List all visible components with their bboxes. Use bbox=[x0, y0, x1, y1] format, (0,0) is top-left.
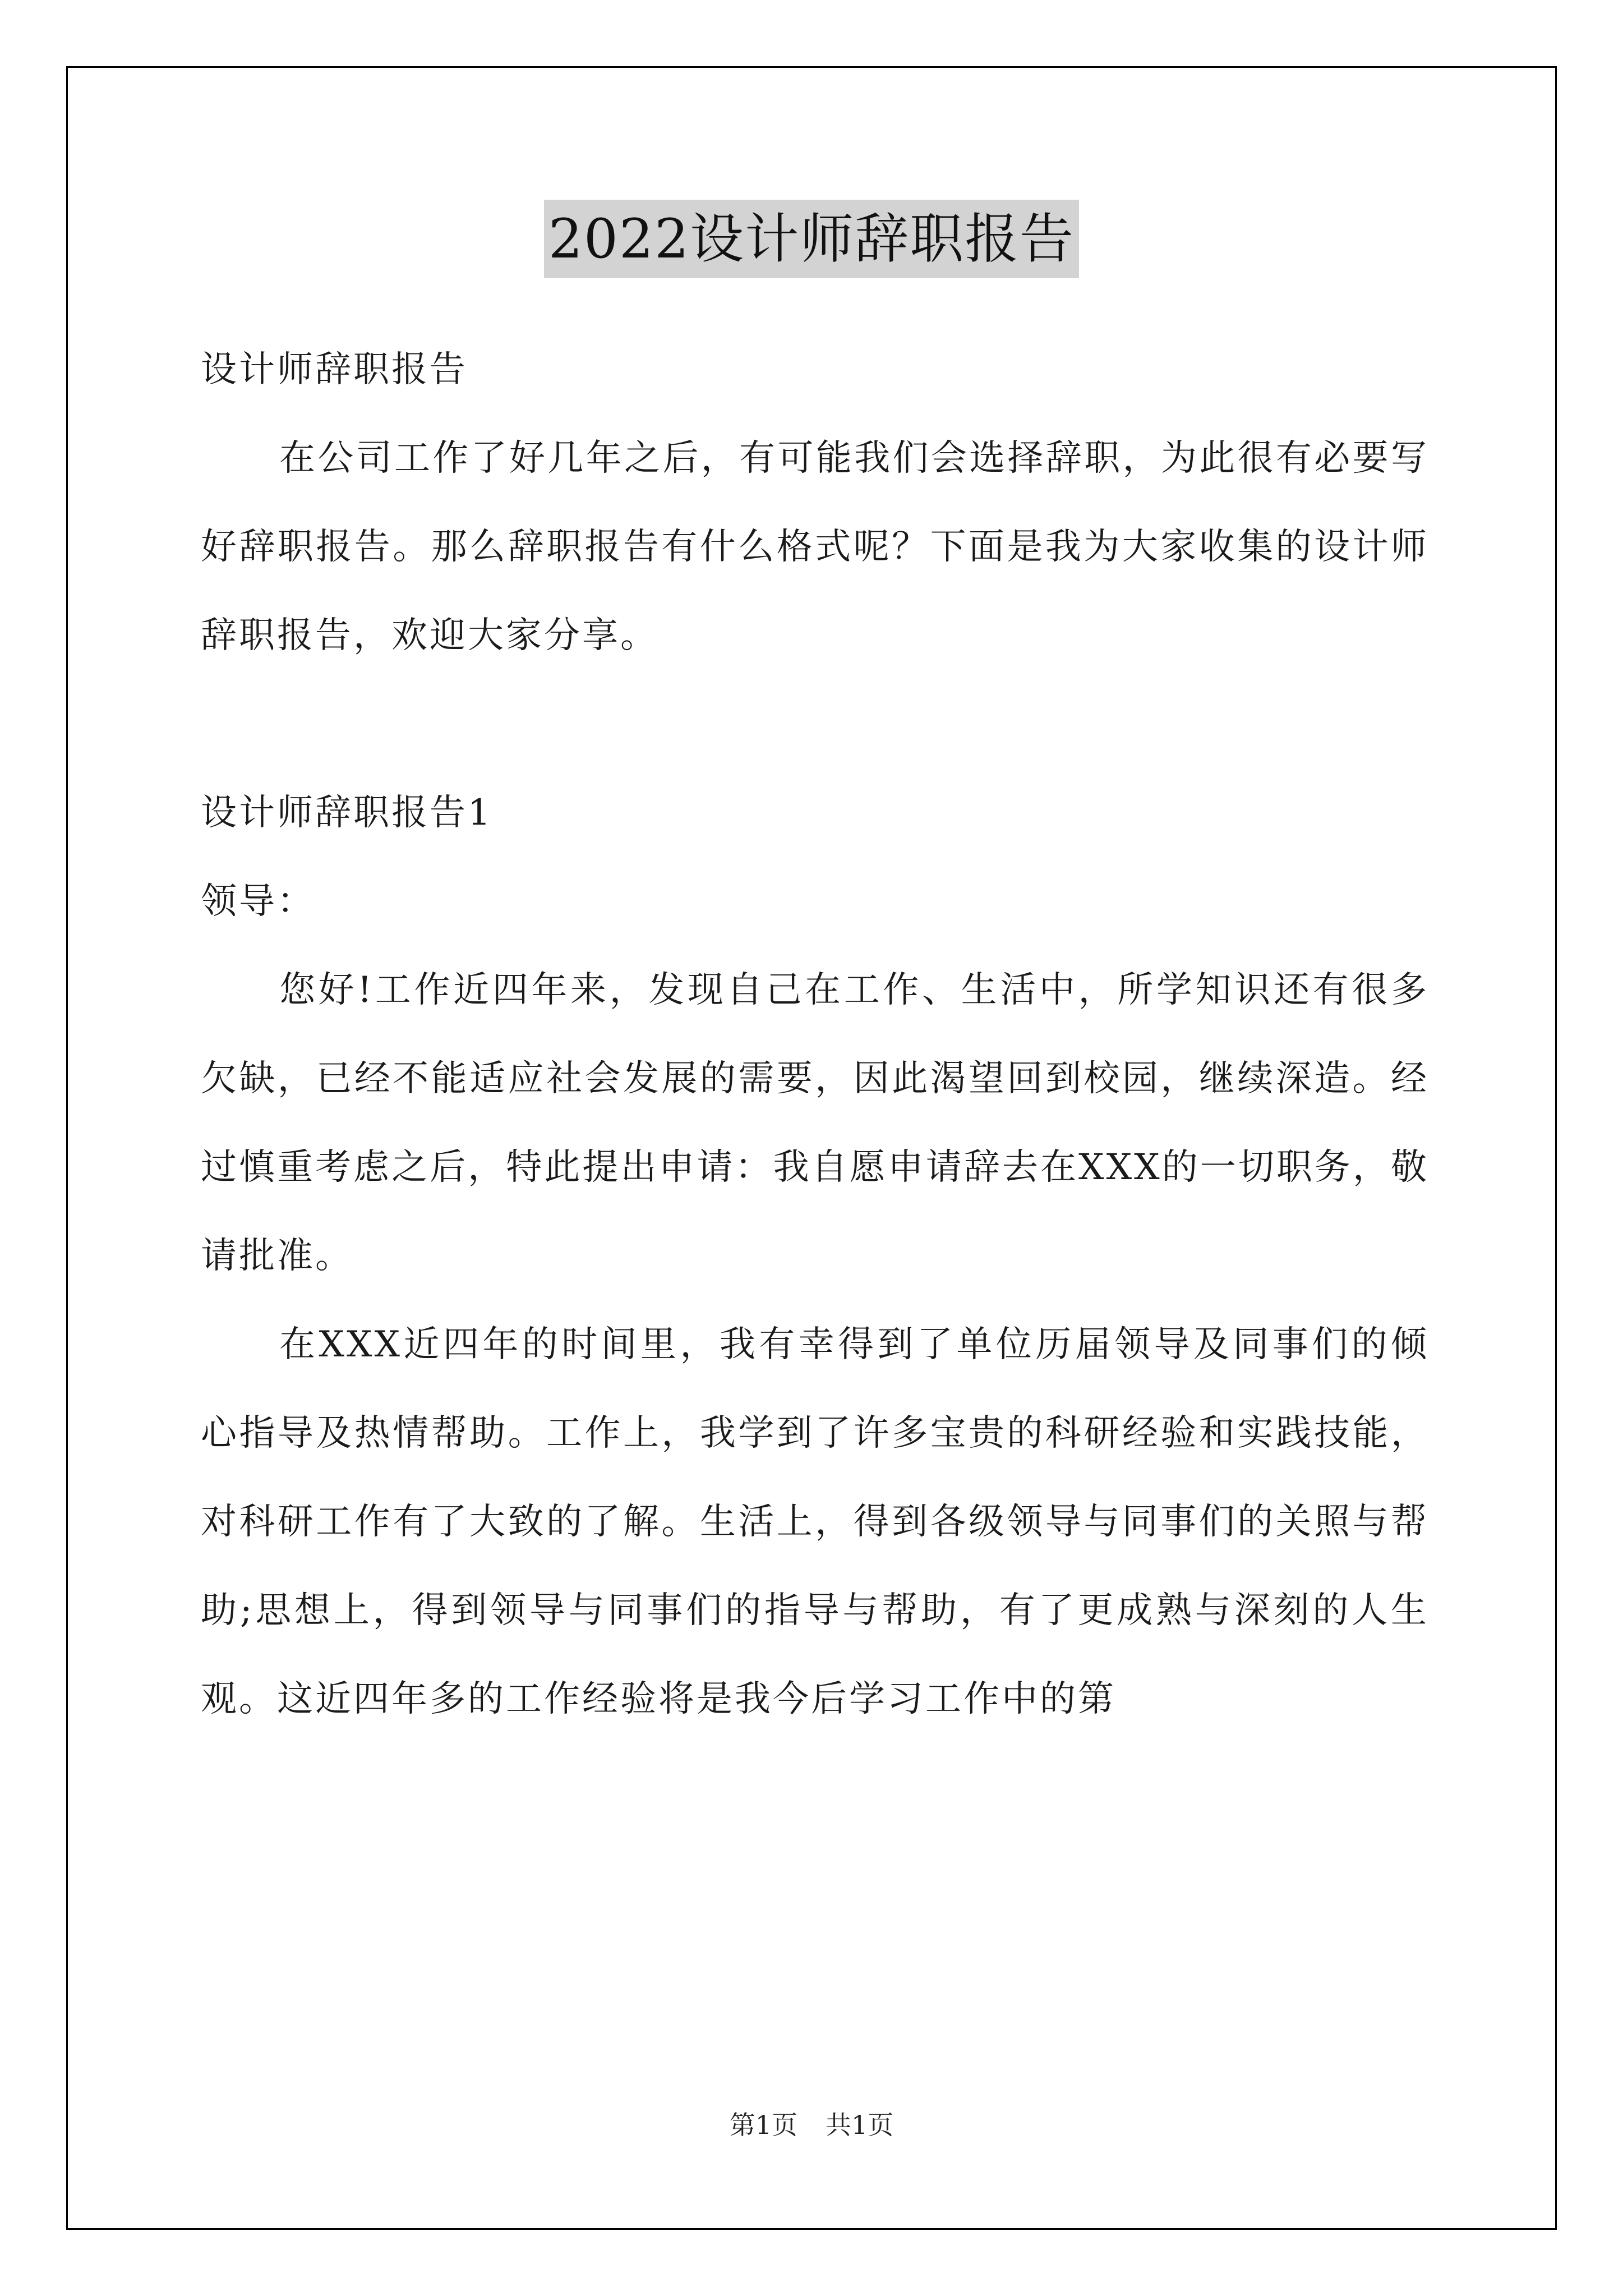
page-footer bbox=[0, 2108, 1623, 2142]
paragraph-body-1: 您好!工作近四年来，发现自己在工作、生活中，所学知识还有很多欠缺，已经不能适应社会发展的需要，因此渴望回到校园，继续深造。经过慎重考虑之后，特此提出申请：我自愿申请辞去在XXX的一切职务，敬请批准。 bbox=[201, 969, 1429, 1277]
title-wrap bbox=[0, 200, 1623, 278]
paragraph-body-2: 在XXX近四年的时间里，我有幸得到了单位历届领导及同事们的倾心指导及热情帮助。工作上，我学到了许多宝贵的科研经验和实践技能，对科研工作有了大致的了解。生活上，得到各级领导与同事们的关照与帮助;思想上，得到领导与同事们的指导与帮助，有了更成熟与深刻的人生观。这近四年多的工作经验将是我今后学习工作中的第 bbox=[201, 1324, 1429, 1720]
paragraph-intro: 在公司工作了好几年之后，有可能我们会选择辞职，为此很有必要写好辞职报告。那么辞职报告有什么格式呢？下面是我为大家收集的设计师辞职报告，欢迎大家分享。 bbox=[201, 438, 1429, 656]
paragraph-section-heading: 设计师辞职报告1 bbox=[201, 792, 493, 834]
page-total: 共1页 bbox=[826, 2110, 894, 2140]
document-title: 2022设计师辞职报告 bbox=[544, 200, 1079, 278]
paragraph-heading: 设计师辞职报告 bbox=[201, 349, 468, 390]
paragraph-salutation: 领导： bbox=[201, 881, 315, 922]
paragraph-spacer bbox=[201, 680, 1429, 769]
document-body bbox=[201, 325, 1429, 1743]
page-number: 第1页 bbox=[729, 2110, 797, 2140]
